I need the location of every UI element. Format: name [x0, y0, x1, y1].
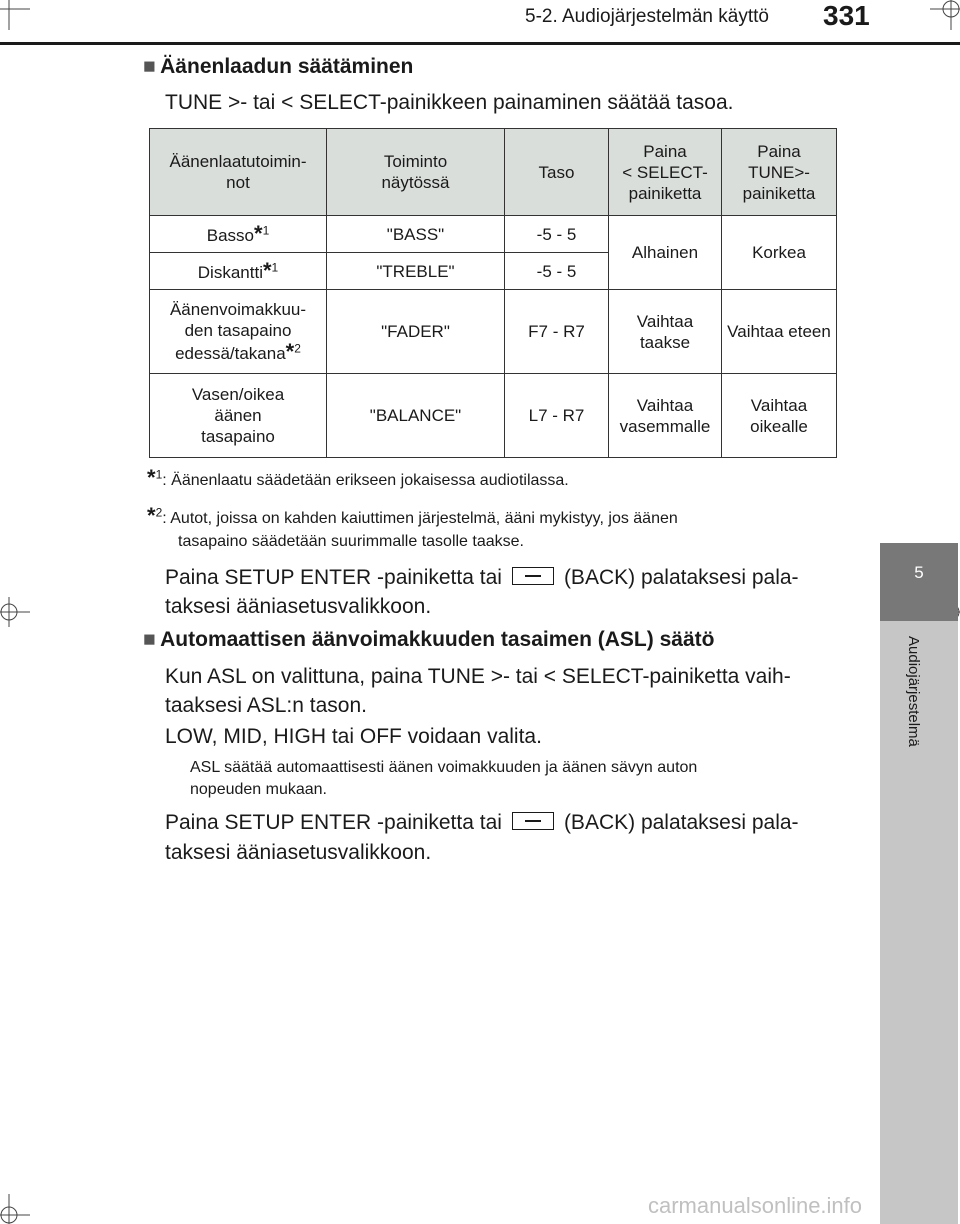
table-row: [150, 290, 837, 374]
cell-function: Basso*$^1$: [150, 216, 327, 253]
tone-heading-text: Äänenlaadun säätäminen: [160, 55, 414, 78]
crop-mark-top-right: [930, 0, 960, 30]
cell-display: "BASS": [327, 216, 505, 253]
cell-select: Vaihtaa taakse: [609, 290, 722, 374]
cell-level: L7 - R7: [505, 374, 609, 458]
col-header-tune: Paina TUNE>- painiketta: [722, 129, 837, 216]
cell-select-shared: Alhainen: [609, 216, 722, 290]
cell-level: -5 - 5: [505, 253, 609, 290]
crop-mark-mid-left: [0, 597, 30, 627]
asl-heading-text: Automaattisen äänvoimakkuuden tasaimen (ASL) säätö: [160, 628, 715, 651]
cell-display: "BALANCE": [327, 374, 505, 458]
col-header-level: Taso: [505, 129, 609, 216]
tone-table: [149, 128, 837, 458]
heading-marker: ■: [143, 628, 156, 651]
cell-display: "TREBLE": [327, 253, 505, 290]
back-instruction: Paina SETUP ENTER -painiketta tai (BACK) palataksesi pala-: [165, 566, 799, 589]
crop-mark-top-left: [0, 0, 30, 30]
asl-line-2: taaksesi ASL:n tason.: [165, 694, 367, 717]
asl-line-1: Kun ASL on valittuna, paina TUNE >- tai < SELECT-painiketta vaih-: [165, 665, 791, 688]
chapter-number: 5: [914, 563, 924, 582]
col-header-function: Äänenlaatutoimin- not: [150, 129, 327, 216]
col-header-display: Toiminto näytössä: [327, 129, 505, 216]
table-row: [150, 374, 837, 458]
back-instruction-cont: taksesi ääniasetusvalikkoon.: [165, 595, 432, 618]
table-row: [150, 216, 837, 253]
cell-level: F7 - R7: [505, 290, 609, 374]
chapter-title: Audiojärjestelmä: [905, 636, 922, 747]
asl-heading: [143, 628, 714, 652]
col-header-select: Paina < SELECT- painiketta: [609, 129, 722, 216]
asl-line-3: LOW, MID, HIGH tai OFF voidaan valita.: [165, 725, 542, 748]
section-title: 5-2. Audiojärjestelmän käyttö: [525, 6, 769, 27]
watermark: carmanualsonline.info: [648, 1193, 863, 1218]
back-instruction: Paina SETUP ENTER -painiketta tai (BACK) palataksesi pala-: [165, 811, 799, 834]
cell-tune: Vaihtaa oikealle: [722, 374, 837, 458]
page-number: 331: [823, 0, 870, 31]
back-instruction-cont: taksesi ääniasetusvalikkoon.: [165, 841, 432, 864]
heading-marker: ■: [143, 55, 156, 78]
cell-display: "FADER": [327, 290, 505, 374]
cell-function: Äänenvoimakkuu- den tasapaino edessä/takana*$^2$: [150, 290, 327, 374]
back-key-icon: [512, 567, 554, 585]
crop-mark-bottom-left: [0, 1194, 30, 1224]
asl-note-2: nopeuden mukaan.: [190, 781, 327, 798]
cell-select: Vaihtaa vasemmalle: [609, 374, 722, 458]
cell-level: -5 - 5: [505, 216, 609, 253]
asl-note-1: ASL säätää automaattisesti äänen voimakkuuden ja äänen sävyn auton: [190, 759, 698, 776]
cell-tune-shared: Korkea: [722, 216, 837, 290]
cell-function: Diskantti*$^1$: [150, 253, 327, 290]
footnote-1: *$^1$: Äänenlaatu säädetään erikseen jokaisessa audiotilassa.: [147, 465, 569, 490]
cell-function: Vasen/oikea äänen tasapaino: [150, 374, 327, 458]
footnote-2: *$^2$: Autot, joissa on kahden kaiuttimen järjestelmä, ääni mykistyy, jos äänen: [147, 503, 678, 528]
header-rule: [0, 42, 960, 45]
back-key-icon: [512, 812, 554, 830]
footnote-2-cont: tasapaino säädetään suurimmalle tasolle taakse.: [178, 533, 524, 550]
tone-heading: [143, 55, 413, 79]
cell-tune: Vaihtaa eteen: [722, 290, 837, 374]
tone-intro: TUNE >- tai < SELECT-painikkeen painaminen säätää tasoa.: [165, 91, 734, 114]
